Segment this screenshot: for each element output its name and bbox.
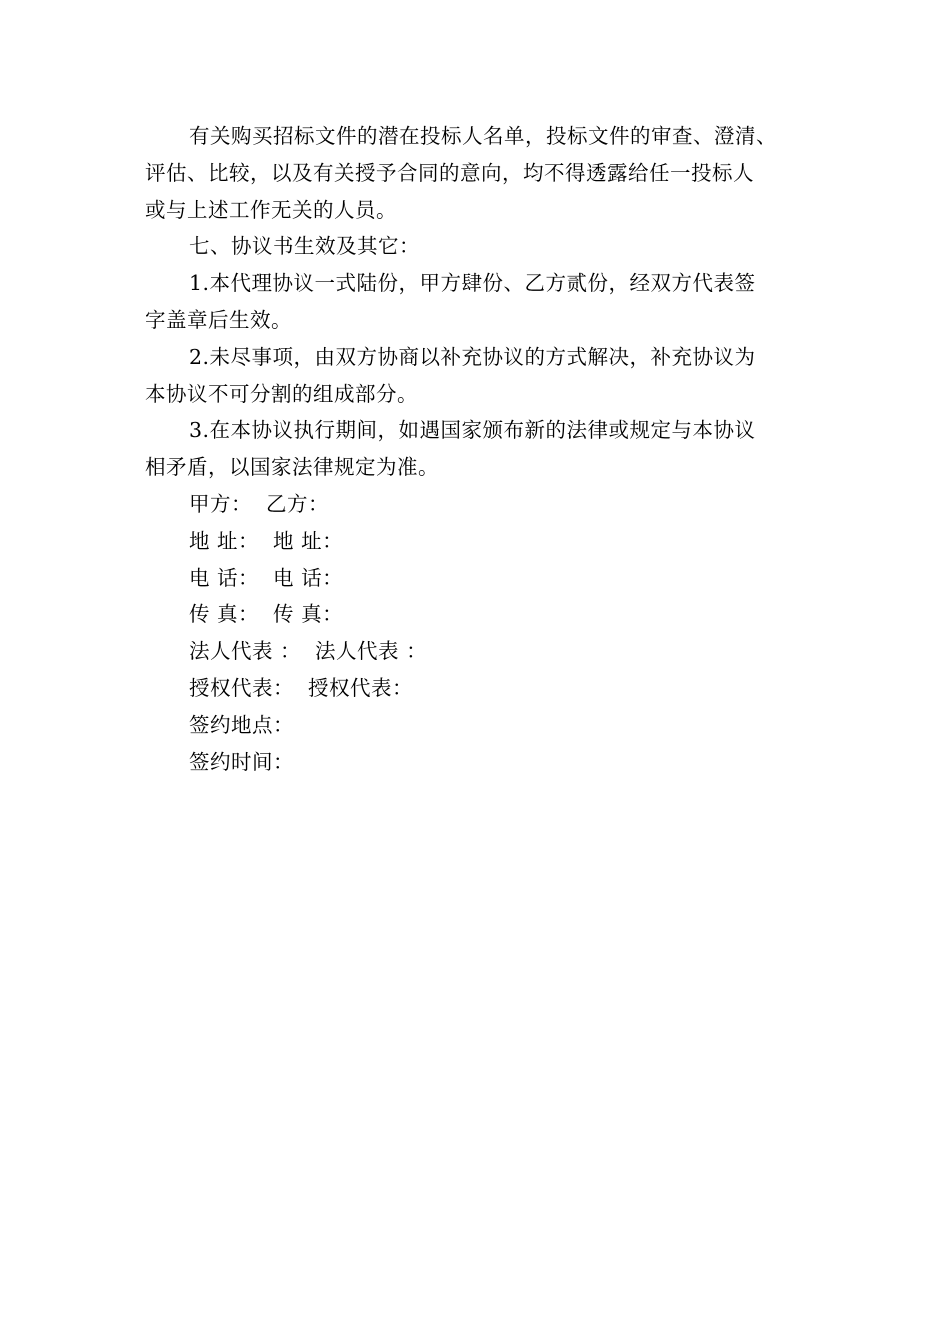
text-line: 字盖章后生效。 xyxy=(145,307,292,332)
signature-block xyxy=(145,486,815,780)
clause-2 xyxy=(145,339,815,413)
signature-row-address: 地 址： 地 址： xyxy=(189,528,344,553)
document-body xyxy=(145,118,815,780)
paragraph-confidentiality xyxy=(145,118,815,228)
text-line: 2.未尽事项，由双方协商以补充协议的方式解决，补充协议为 xyxy=(189,344,756,369)
text-line: 或与上述工作无关的人员。 xyxy=(145,197,397,222)
clause-3 xyxy=(145,412,815,486)
signature-row-legal-rep: 法人代表 ： 法人代表 ： xyxy=(189,639,428,664)
signature-row-party: 甲方： 乙方： xyxy=(189,491,330,516)
signature-row-signing-time: 签约时间： xyxy=(189,749,294,774)
text-line: 有关购买招标文件的潜在投标人名单，投标文件的审查、澄清、 xyxy=(189,124,777,148)
signature-row-authorized-rep: 授权代表： 授权代表： xyxy=(189,675,414,700)
text-line: 评估、比较，以及有关授予合同的意向，均不得透露给任一投标人 xyxy=(145,160,754,185)
clause-1 xyxy=(145,265,815,339)
text-line: 七、协议书生效及其它： xyxy=(189,234,420,259)
signature-row-fax: 传 真： 传 真： xyxy=(189,602,344,627)
section-heading xyxy=(145,228,815,265)
signature-row-phone: 电 话： 电 话： xyxy=(189,565,344,590)
text-line: 1.本代理协议一式陆份，甲方肆份、乙方贰份，经双方代表签 xyxy=(189,271,756,296)
text-line: 本协议不可分割的组成部分。 xyxy=(145,381,418,406)
signature-row-signing-place: 签约地点： xyxy=(189,712,294,737)
text-line: 相矛盾，以国家法律规定为准。 xyxy=(145,455,439,480)
text-line: 3.在本协议执行期间，如遇国家颁布新的法律或规定与本协议 xyxy=(189,418,756,443)
